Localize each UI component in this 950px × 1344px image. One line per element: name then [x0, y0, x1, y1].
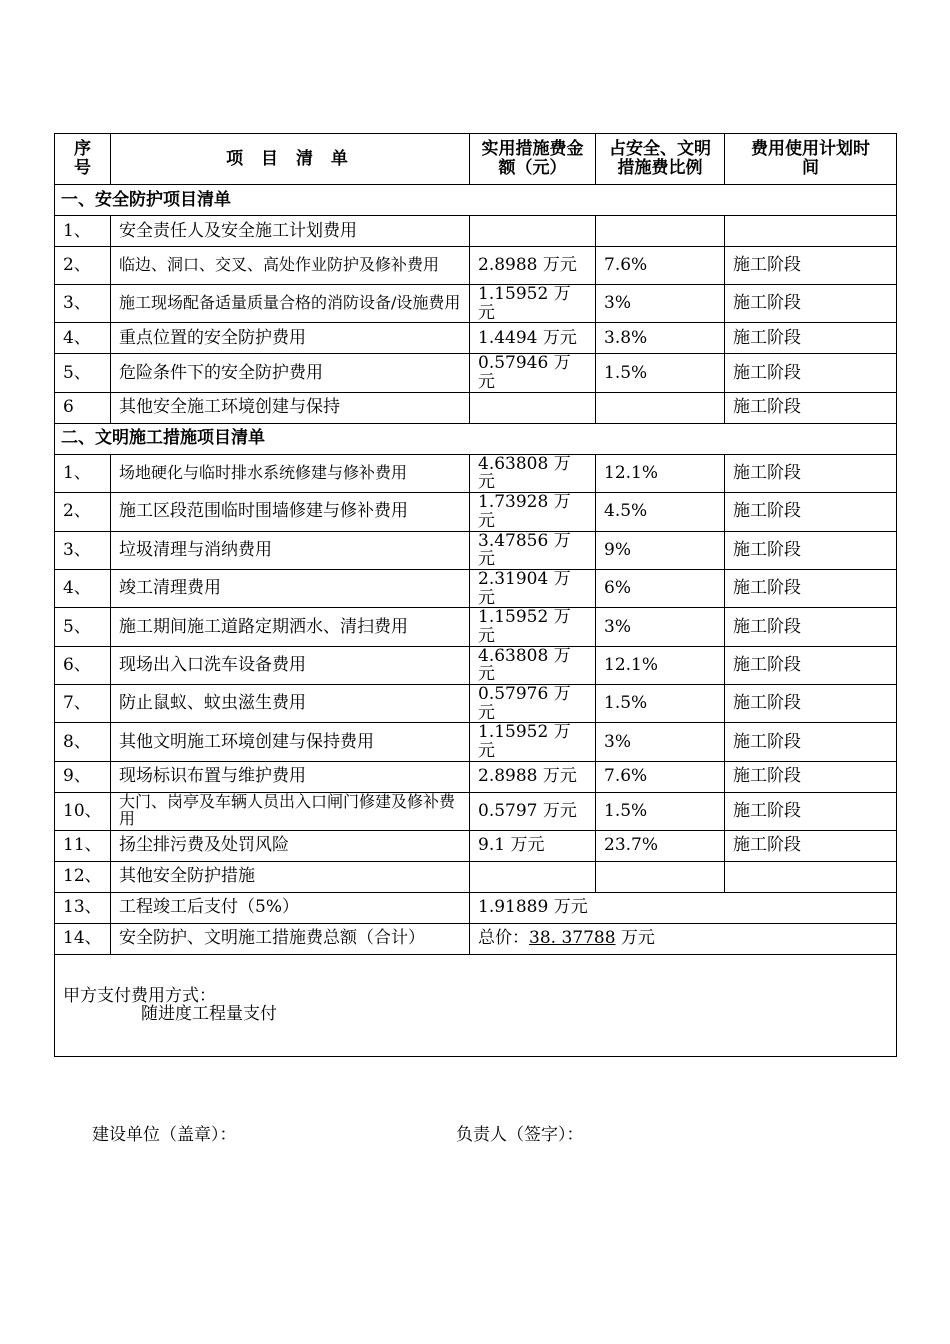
row-amount: 2.31904 万元 [470, 569, 596, 607]
row-ratio: 6% [596, 569, 725, 607]
section-row [55, 185, 897, 216]
row-amount: 1.15952 万元 [470, 285, 596, 323]
row-item: 重点位置的安全防护费用 [111, 323, 470, 354]
row-no: 4、 [55, 569, 111, 607]
row-item: 竣工清理费用 [111, 569, 470, 607]
row-amount: 1.4494 万元 [470, 323, 596, 354]
row-ratio [596, 392, 725, 423]
table-row [55, 761, 897, 792]
row-amount: 2.8988 万元 [470, 247, 596, 285]
table-row [55, 646, 897, 684]
table-row [55, 685, 897, 723]
total-prefix: 总价： [478, 928, 529, 949]
row-ratio [596, 861, 725, 892]
row-plan: 施工阶段 [725, 830, 897, 861]
row-item: 垃圾清理与消纳费用 [111, 531, 470, 569]
row-ratio: 7.6% [596, 761, 725, 792]
row-no: 6 [55, 392, 111, 423]
row-ratio: 23.7% [596, 830, 725, 861]
header-plan: 费用使用计划时间 [725, 134, 897, 185]
row-no: 5、 [55, 608, 111, 646]
row-plan: 施工阶段 [725, 761, 897, 792]
row-plan: 施工阶段 [725, 323, 897, 354]
header-no: 序号 [55, 134, 111, 185]
table-row [55, 354, 897, 392]
table-row [55, 285, 897, 323]
row-plan: 施工阶段 [725, 646, 897, 684]
row-item: 安全防护、文明施工措施费总额（合计） [111, 923, 470, 954]
row-plan: 施工阶段 [725, 493, 897, 531]
row-plan: 施工阶段 [725, 354, 897, 392]
row-amount [470, 861, 596, 892]
row-amount: 2.8988 万元 [470, 761, 596, 792]
row-item: 工程竣工后支付（5%） [111, 892, 470, 923]
row-plan: 施工阶段 [725, 792, 897, 830]
table-row-total [55, 923, 897, 954]
row-no: 3、 [55, 285, 111, 323]
row-ratio: 12.1% [596, 646, 725, 684]
row-ratio: 1.5% [596, 685, 725, 723]
row-no: 6、 [55, 646, 111, 684]
row-no: 3、 [55, 531, 111, 569]
row-item: 现场出入口洗车设备费用 [111, 646, 470, 684]
payment-method-row [55, 954, 897, 1056]
row-no: 14、 [55, 923, 111, 954]
total-amount [470, 923, 897, 954]
table-row [55, 454, 897, 492]
row-amount: 0.5797 万元 [470, 792, 596, 830]
row-ratio: 3.8% [596, 323, 725, 354]
safety-rows [55, 216, 897, 424]
row-amount: 0.57976 万元 [470, 685, 596, 723]
row-plan: 施工阶段 [725, 531, 897, 569]
table-row [55, 216, 897, 247]
table-row [55, 723, 897, 761]
responsible-person-signature-label: 负责人（签字）： [456, 1125, 584, 1145]
row-no: 12、 [55, 861, 111, 892]
row-plan: 施工阶段 [725, 608, 897, 646]
construction-unit-seal-label: 建设单位（盖章）： [92, 1125, 237, 1145]
row-no: 1、 [55, 216, 111, 247]
payment-method-cell [55, 954, 897, 1056]
table-row [55, 861, 897, 892]
header-ratio: 占安全、文明措施费比例 [596, 134, 725, 185]
row-ratio: 3% [596, 723, 725, 761]
row-no: 5、 [55, 354, 111, 392]
row-ratio: 3% [596, 608, 725, 646]
section-title-civilized: 二、文明施工措施项目清单 [55, 423, 897, 454]
table-row [55, 569, 897, 607]
row-amount: 1.73928 万元 [470, 493, 596, 531]
row-no: 1、 [55, 454, 111, 492]
row-plan: 施工阶段 [725, 685, 897, 723]
table-row [55, 531, 897, 569]
table-row [55, 892, 897, 923]
row-amount [470, 392, 596, 423]
table-row [55, 493, 897, 531]
row-plan: 施工阶段 [725, 247, 897, 285]
row-no: 2、 [55, 493, 111, 531]
row-no: 10、 [55, 792, 111, 830]
row-ratio: 9% [596, 531, 725, 569]
row-amount: 1.15952 万元 [470, 608, 596, 646]
row-item: 施工期间施工道路定期洒水、清扫费用 [111, 608, 470, 646]
row-plan: 施工阶段 [725, 454, 897, 492]
row-amount: 9.1 万元 [470, 830, 596, 861]
row-no: 9、 [55, 761, 111, 792]
row-plan: 施工阶段 [725, 569, 897, 607]
row-item: 场地硬化与临时排水系统修建与修补费用 [111, 454, 470, 492]
row-item: 扬尘排污费及处罚风险 [111, 830, 470, 861]
row-amount: 0.57946 万元 [470, 354, 596, 392]
row-item: 现场标识布置与维护费用 [111, 761, 470, 792]
header-item: 项 目 清 单 [111, 134, 470, 185]
row-plan: 施工阶段 [725, 392, 897, 423]
row-item: 施工现场配备适量质量合格的消防设备/设施费用 [111, 285, 470, 323]
row-item: 其他安全施工环境创建与保持 [111, 392, 470, 423]
row-amount [470, 216, 596, 247]
measures-cost-table [54, 133, 897, 1057]
table-header-row [55, 134, 897, 185]
row-amount: 4.63808 万元 [470, 454, 596, 492]
row-item: 施工区段范围临时围墙修建与修补费用 [111, 493, 470, 531]
payment-method: 随进度工程量支付 [141, 1004, 277, 1025]
row-amount: 3.47856 万元 [470, 531, 596, 569]
row-plan: 施工阶段 [725, 723, 897, 761]
table-row [55, 830, 897, 861]
row-no: 13、 [55, 892, 111, 923]
row-no: 11、 [55, 830, 111, 861]
payment-label: 甲方支付费用方式： [63, 985, 216, 1006]
section-row [55, 423, 897, 454]
table-row [55, 323, 897, 354]
table-row [55, 392, 897, 423]
row-plan [725, 216, 897, 247]
row-no: 4、 [55, 323, 111, 354]
header-amount: 实用措施费金额（元） [470, 134, 596, 185]
civilized-rows [55, 454, 897, 892]
table-row [55, 608, 897, 646]
table-row [55, 247, 897, 285]
row-item: 防止鼠蚁、蚊虫滋生费用 [111, 685, 470, 723]
row-item: 危险条件下的安全防护费用 [111, 354, 470, 392]
total-unit: 万元 [615, 928, 655, 949]
row-plan [725, 861, 897, 892]
row-amount: 4.63808 万元 [470, 646, 596, 684]
row-ratio: 12.1% [596, 454, 725, 492]
row-ratio [596, 216, 725, 247]
table-row [55, 792, 897, 830]
row-ratio: 4.5% [596, 493, 725, 531]
row-no: 7、 [55, 685, 111, 723]
row-no: 2、 [55, 247, 111, 285]
row-item: 大门、岗亭及车辆人员出入口闸门修建及修补费用 [111, 792, 470, 830]
row-ratio: 7.6% [596, 247, 725, 285]
row-item: 安全责任人及安全施工计划费用 [111, 216, 470, 247]
row-amount: 1.15952 万元 [470, 723, 596, 761]
row-plan: 施工阶段 [725, 285, 897, 323]
row-no: 8、 [55, 723, 111, 761]
total-value: 38. 37788 [529, 928, 616, 949]
row-ratio: 1.5% [596, 354, 725, 392]
row-ratio: 3% [596, 285, 725, 323]
row-amount: 1.91889 万元 [470, 892, 897, 923]
row-item: 临边、洞口、交叉、高处作业防护及修补费用 [111, 247, 470, 285]
row-item: 其他文明施工环境创建与保持费用 [111, 723, 470, 761]
row-item: 其他安全防护措施 [111, 861, 470, 892]
section-title-safety: 一、安全防护项目清单 [55, 185, 897, 216]
row-ratio: 1.5% [596, 792, 725, 830]
